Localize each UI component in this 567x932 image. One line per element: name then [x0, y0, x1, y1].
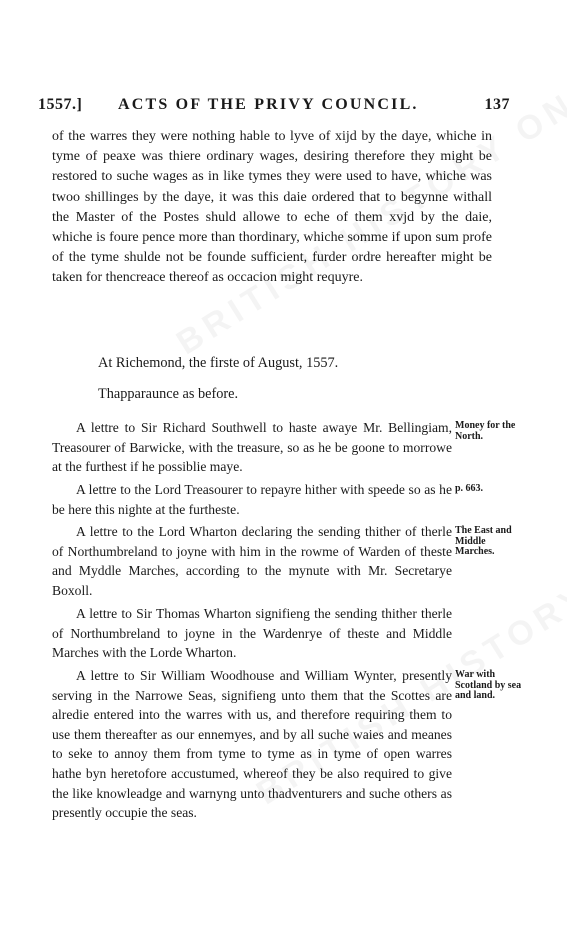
margin-note-2: p. 663.	[455, 483, 484, 494]
entry-4: A lettre to Sir Thomas Wharton signifieng the sending thither therle of Northumbreland to joyne in the Wardenrye of theste and Middle Marches with the Lorde Wharton.	[52, 606, 452, 661]
margin-note-3: The East and Middle Marches.	[455, 525, 512, 557]
entry-5: A lettre to Sir William Woodhouse and William Wynter, presently serving in the Narrowe Seas, signifieng unto them that the Scottes are alredie entered into the warres with us, and therefore requiring them to use them thereafter as our ennemyes, and by all suche waies and meanes to seke to annoy them from tyme to tyme as in tyme of open warres hathe byn heretofore accustumed, whereof they be also required to give the like knowleadge and warnyng unto thadventurers and suche others as presently occupie the seas.	[52, 668, 452, 821]
header-title: ACTS OF THE PRIVY COUNCIL.	[118, 96, 419, 113]
margin-note-5: War with Scotland by sea and land.	[455, 669, 522, 701]
continuation-paragraph: of the warres they were nothing hable to lyve of xijd by the daye, whiche in tyme of peaxe was thiere ordinary wages, desiring therefore they might be restored to suche wages as in like tymes they were used to have, whiche was twoo shillinges by the daye, it was this daie ordered that to begynne withall the Master of the Postes shuld allowe to eche of them xvjd by the daie, whiche is foure pence more than thordinary, whiche somme if upon sum profe of the tyme shulde not be founde sufficient, furder ordre hereafter might be taken for thencreace thereof as occacion might requyre.	[52, 129, 492, 286]
header-year: 1557.]	[38, 96, 83, 113]
meeting-date-line: At Richemond, the firste of August, 1557.	[98, 355, 339, 371]
meeting-presence-line: Thapparaunce as before.	[98, 386, 239, 402]
entry-1: A lettre to Sir Richard Southwell to haste awaye Mr. Bellingiam, Treasourer of Barwicke, with the treasure, so as he be goone to morrowe at the furthest if he possiblie maye.	[52, 420, 452, 475]
margin-note-1: Money for the North.	[455, 420, 516, 442]
page-number: 137	[484, 96, 510, 113]
entry-2: A lettre to the Lord Treasourer to repayre hither with speede so as he be here this nighte at the furtheste.	[52, 482, 452, 517]
entry-3: A lettre to the Lord Wharton declaring the sending thither of therle of Northumbreland to joyne with him in the rowme of Warden of theste and Myddle Marches, according to the mynute with Mr. Secretarye Boxoll.	[52, 524, 452, 598]
